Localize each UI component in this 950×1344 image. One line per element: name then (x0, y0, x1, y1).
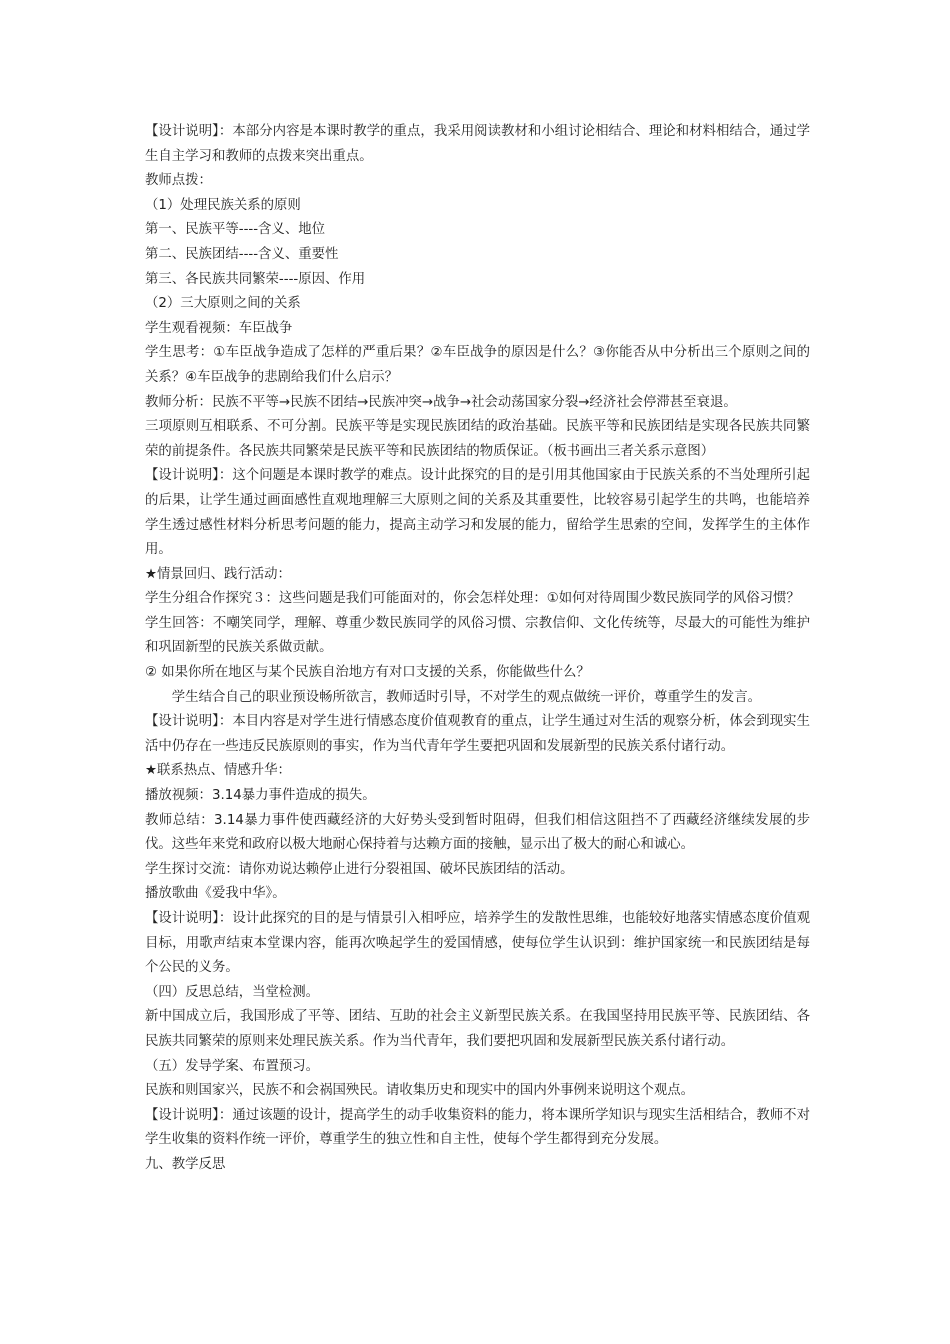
teacher-analysis: 教师分析：民族不平等→民族不团结→民族冲突→战争→社会动荡国家分裂→经济社会停滞甚至衰退。 (145, 394, 737, 410)
principle-heading: （1）处理民族关系的原则 (145, 197, 301, 213)
principle-3: 第三、各民族共同繁荣----原因、作用 (145, 271, 366, 287)
relation-heading: （2）三大原则之间的关系 (145, 296, 301, 312)
scene-activity-heading: ★情景回归、践行活动： (145, 566, 291, 582)
hotspot-heading: ★联系热点、情感升华： (145, 763, 291, 779)
design-note-2: 【设计说明】：这个问题是本课时教学的难点。设计此探究的目的是引用其他国家由于民族关系的不当处理所引起的后果，让学生通过画面感性直观地理解三大原则之间的关系及其重要性，比较容易引起学生的共鸣，也能培养学生透过感性材料分析思考问题的能力，提高主动学习和发展的能力，留给学生思索的空间，发挥学生的主体作用。 (145, 468, 810, 558)
design-note-3: 【设计说明】：本目内容是对学生进行情感态度价值观教育的重点，让学生通过对生活的观察分析，体会到现实生活中仍存在一些违反民族原则的事实，作为当代青年学生要把巩固和发展新型的民族关系付诸行动。 (145, 714, 810, 754)
reflection-heading: （四）反思总结，当堂检测。 (145, 984, 320, 1000)
design-note-4: 【设计说明】：设计此探究的目的是与情景引入相呼应，培养学生的发散性思维，也能较好地落实情感态度价值观目标，用歌声结束本堂课内容，能再次唤起学生的爱国情感，使每位学生认识到：维护国家统一和民族团结是每个公民的义务。 (145, 911, 810, 976)
question-2: ② 如果你所在地区与某个民族自治地方有对口支援的关系，你能做些什么？ (145, 665, 590, 681)
preview-heading: （五）发导学案、布置预习。 (145, 1058, 320, 1074)
student-exchange: 学生探讨交流：请你劝说达赖停止进行分裂祖国、破坏民族团结的活动。 (145, 861, 574, 877)
principle-2: 第二、民族团结----含义、重要性 (145, 246, 339, 262)
homework: 民族和则国家兴，民族不和会祸国殃民。请收集历史和现实中的国内外事例来说明这个观点。 (145, 1083, 695, 1099)
three-principles-relation: 三项原则互相联系、不可分割。民族平等是实现民族团结的政治基础。民族平等和民族团结是实现各民族共同繁荣的前提条件。各民族共同繁荣是民族平等和民族团结的物质保证。（板书画出三者关系示意图） (145, 419, 810, 459)
student-discussion: 学生结合自己的职业预设畅所欲言，教师适时引导，不对学生的观点做统一评价，尊重学生的发言。 (171, 689, 761, 705)
student-thinking: 学生思考：①车臣战争造成了怎样的严重后果？②车臣战争的原因是什么？③你能否从中分析出三个原则之间的关系？④车臣战争的悲剧给我们什么启示？ (145, 345, 810, 385)
teaching-reflection-heading: 九、教学反思 (145, 1156, 226, 1172)
teacher-summary: 教师总结：3.14暴力事件使西藏经济的大好势头受到暂时阻碍，但我们相信这阻挡不了西藏经济继续发展的步伐。这些年来党和政府以极大地耐心保持着与达赖方面的接触，显示出了极大的耐心和诚心。 (145, 812, 810, 853)
student-answer: 学生回答：不嘲笑同学，理解、尊重少数民族同学的风俗习惯、宗教信仰、文化传统等，尽最大的可能性为维护和巩固新型的民族关系做贡献。 (145, 615, 810, 656)
play-song: 播放歌曲《爱我中华》。 (145, 886, 286, 902)
video-chechen: 学生观看视频：车臣战争 (145, 320, 293, 336)
teacher-guidance-heading: 教师点拨： (145, 173, 212, 189)
play-video: 播放视频：3.14暴力事件造成的损失。 (145, 788, 376, 804)
new-china-summary: 新中国成立后，我国形成了平等、团结、互助的社会主义新型民族关系。在我国坚持用民族平等、民族团结、各民族共同繁荣的原则来处理民族关系。作为当代青年，我们要把巩固和发展新型民族关系付诸行动。 (145, 1009, 810, 1049)
design-note-5: 【设计说明】：通过该题的设计，提高学生的动手收集资料的能力，将本课所学知识与现实生活相结合，教师不对学生收集的资料作统一评价，尊重学生的独立性和自主性，使每个学生都得到充分发展。 (145, 1107, 810, 1148)
principle-1: 第一、民族平等----含义、地位 (145, 222, 326, 238)
design-note-1: 【设计说明】：本部分内容是本课时教学的重点，我采用阅读教材和小组讨论相结合、理论和材料相结合，通过学生自主学习和教师的点拨来突出重点。 (145, 124, 810, 164)
group-inquiry-3: 学生分组合作探究３：这些问题是我们可能面对的，你会怎样处理：①如何对待周围少数民族同学的风俗习惯？ (145, 591, 800, 607)
document-body (145, 120, 810, 1178)
